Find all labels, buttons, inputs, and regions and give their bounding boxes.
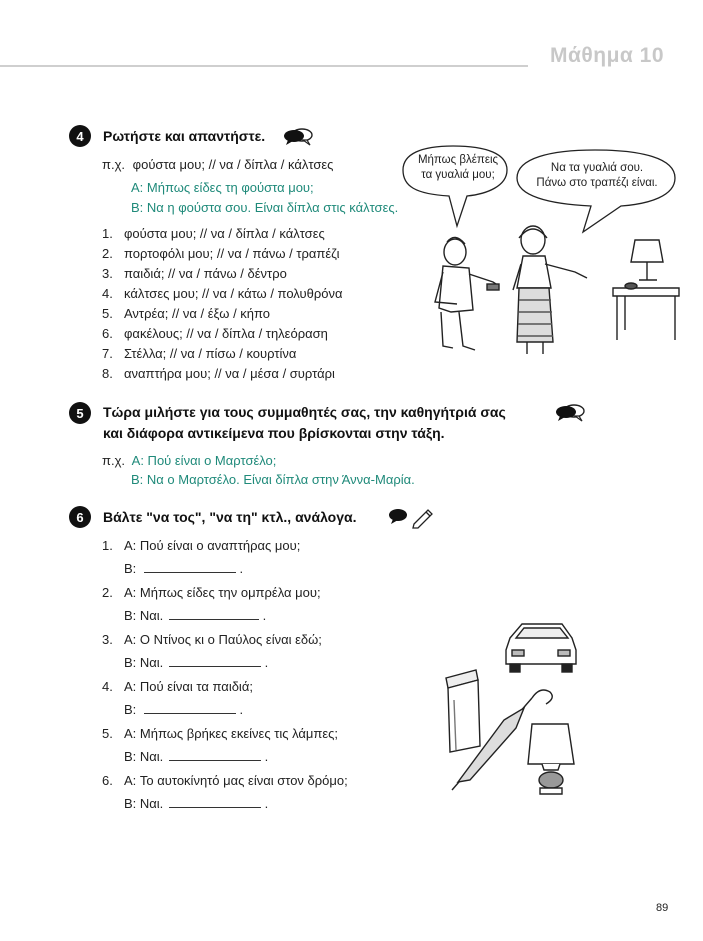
answer-blank[interactable]	[144, 561, 236, 573]
list-item: 3. παιδιά; // να / πάνω / δέντρο	[102, 266, 287, 281]
example-prompt: φούστα μου; // να / δίπλα / κάλτσες	[132, 157, 334, 172]
lighter-drawing	[446, 670, 480, 752]
exercise-6-item-a: 1. A: Πού είναι ο αναπτήρας μου;	[102, 538, 301, 553]
example-answer-b: B: Να η φούστα σου. Είναι δίπλα στις κάλτσες.	[131, 200, 399, 215]
answer-blank[interactable]	[144, 702, 236, 714]
objects-illustration	[440, 620, 590, 800]
exercise-6-item-a: 2. A: Μήπως είδες την ομπρέλα μου;	[102, 585, 321, 600]
speech-bubbles-icon	[555, 404, 585, 422]
list-item: 4. κάλτσες μου; // να / κάτω / πολυθρόνα	[102, 286, 343, 301]
speech-bubble-1-text: Μήπως βλέπεις τα γυαλιά μου;	[417, 154, 499, 181]
list-item: 5. Αντρέα; // να / έξω / κήπο	[102, 306, 271, 321]
list-item: 7. Στέλλα; // να / πίσω / κουρτίνα	[102, 346, 297, 361]
example-label: π.χ.	[102, 157, 126, 172]
answer-blank[interactable]	[169, 655, 261, 667]
exercise-6-item-a: 6. A: Το αυτοκίνητό μας είναι στον δρόμο;	[102, 773, 348, 788]
exercise-4-number: 4	[69, 125, 91, 147]
exercise-6-item-a: 5. A: Μήπως βρήκες εκείνες τις λάμπες;	[102, 726, 339, 741]
exercise-6-number: 6	[69, 506, 91, 528]
speech-bubble-2-text: Να τα γυαλιά σου. Πάνω στο τραπέζι είναι.	[536, 162, 658, 189]
exercise-4-title: Ρωτήστε και απαντήστε.	[103, 128, 266, 144]
lamp-drawing	[528, 724, 574, 794]
list-item: 2. πορτοφόλι μου; // να / πάνω / τραπέζι	[102, 246, 340, 261]
speech-and-pencil-icon	[388, 507, 434, 527]
car-drawing	[506, 624, 576, 672]
man-drawing	[435, 237, 499, 350]
exercise-6-item-b: B: Ναι. .	[124, 655, 269, 670]
answer-blank[interactable]	[169, 796, 261, 808]
list-item: 6. φακέλους; // να / δίπλα / τηλεόραση	[102, 326, 328, 341]
exercise-6-item-b: B: .	[124, 561, 244, 576]
exercise-6-item-a: 4. A: Πού είναι τα παιδιά;	[102, 679, 253, 694]
exercise-6-item-b: B: Ναι. .	[124, 749, 269, 764]
answer-blank[interactable]	[169, 749, 261, 761]
exercise-5-example-b: B: Να ο Μαρτσέλο. Είναι δίπλα στην Άννα-Μαρία.	[131, 472, 415, 487]
exercise-5-example-a: π.χ. A: Πού είναι ο Μαρτσέλο;	[102, 453, 277, 468]
exercise-6-item-b: B: Ναι. .	[124, 608, 267, 623]
woman-drawing	[513, 226, 587, 354]
exercise-6-item-a: 3. A: Ο Ντίνος κι ο Παύλος είναι εδώ;	[102, 632, 322, 647]
exercise-6-title: Βάλτε "να τος", "να τη" κτλ., ανάλογα.	[103, 509, 357, 525]
exercise-6-item-b: B: .	[124, 702, 244, 717]
lesson-title: Μάθημα 10	[550, 44, 665, 67]
exercise-5-title: Τώρα μιλήστε για τους συμμαθητές σας, την καθηγήτριά σας και διάφορα αντικείμενα που βρίσκονται στην τάξη.	[103, 404, 506, 441]
list-item: 1. φούστα μου; // να / δίπλα / κάλτσες	[102, 226, 325, 241]
page-number: 89	[656, 902, 669, 914]
header-rule	[0, 65, 528, 67]
exercise-5-number: 5	[69, 402, 91, 424]
example-answer-a: A: Μήπως είδες τη φούστα μου;	[131, 180, 314, 195]
table-drawing	[613, 240, 679, 340]
exercise-4-example	[102, 155, 333, 175]
list-item: 8. αναπτήρα μου; // να / μέσα / συρτάρι	[102, 366, 335, 381]
exercise-6-item-b: B: Ναι. .	[124, 796, 269, 811]
answer-blank[interactable]	[169, 608, 259, 620]
speech-bubbles-icon	[283, 128, 313, 146]
